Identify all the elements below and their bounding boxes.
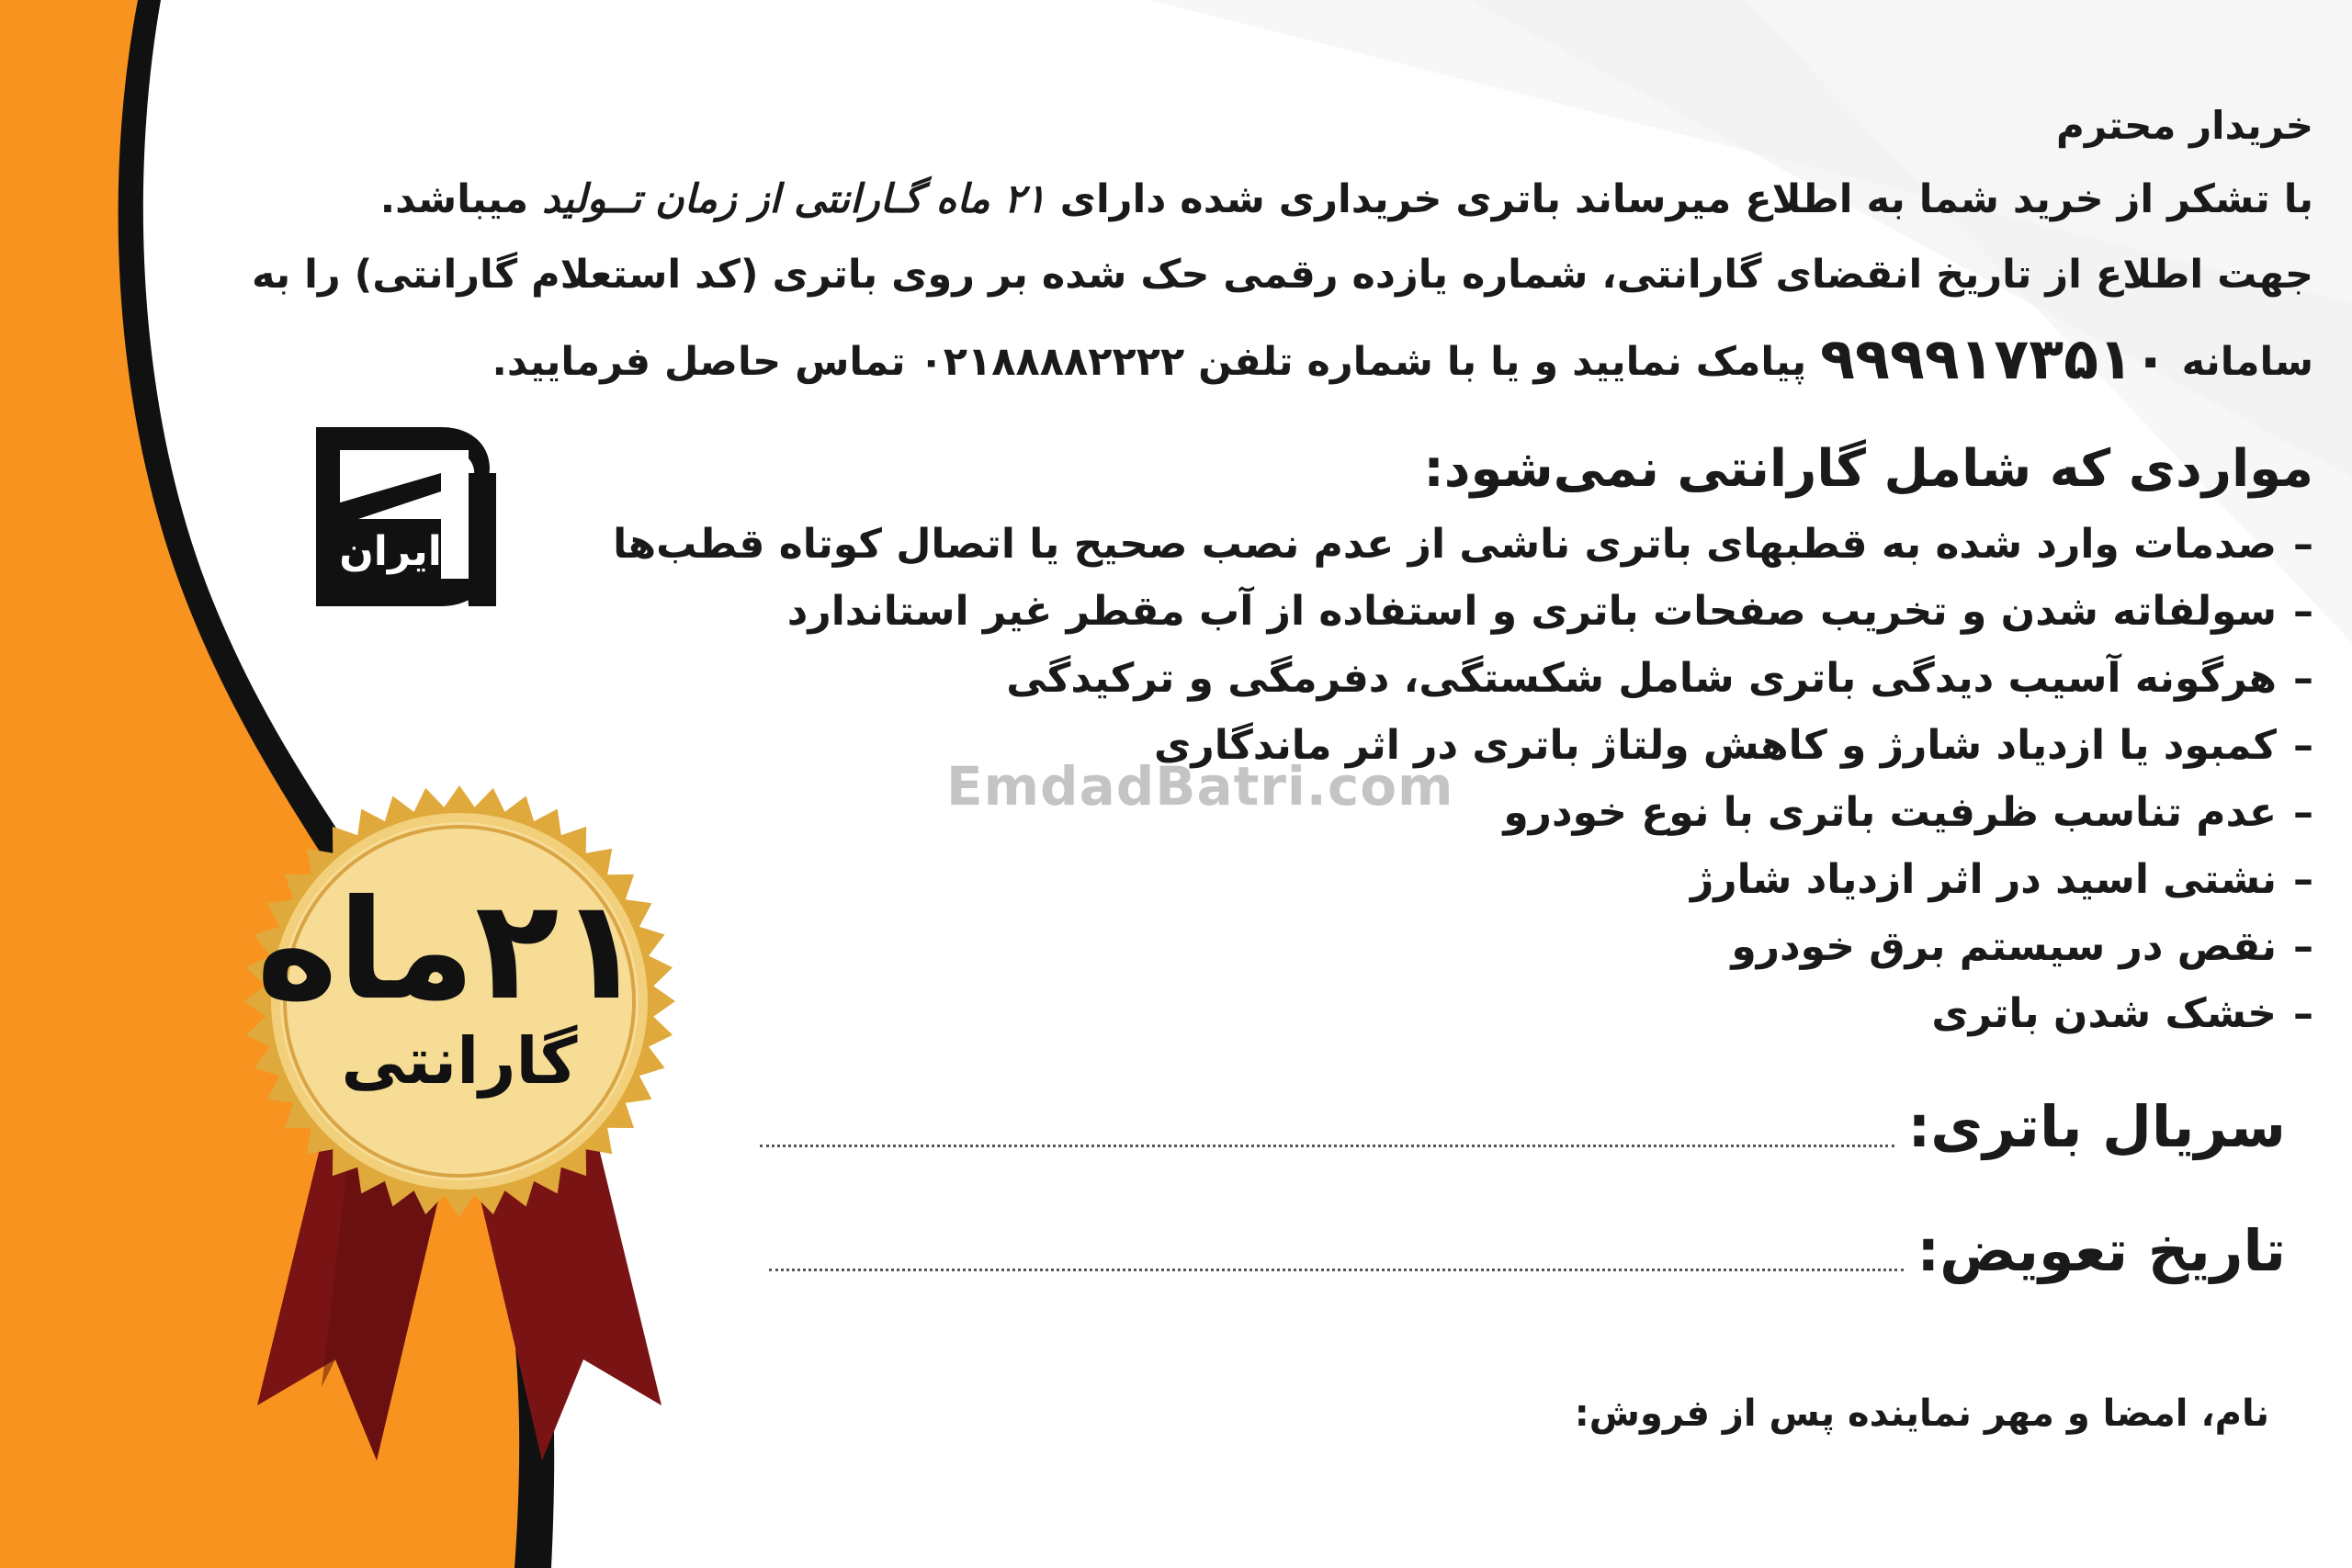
intro-text-end: میباشد. [379, 176, 543, 222]
exclusion-text: سولفاته شدن و تخریب صفحات باتری و استفاده از آب مقطر غیر استاندارد [786, 588, 2277, 635]
intro-text: سامانه [2167, 339, 2313, 385]
intro-line-1 [380, 176, 2313, 222]
intro-line-3 [492, 325, 2313, 392]
exclusion-text: نشتی اسید در اثر ازدیاد شارژ [1690, 856, 2277, 903]
exclusion-item [613, 645, 2313, 712]
watermark: EmdadBatri.com [946, 755, 1454, 818]
exclusion-text: خشک شدن باتری [1931, 990, 2277, 1037]
standard-mark-logo [303, 418, 505, 615]
intro-text-end: تماس حاصل فرمایید. [492, 339, 920, 385]
exclusions-list [613, 511, 2313, 1047]
logo-text: ایران [339, 528, 442, 575]
intro-text: با تشکر از خرید شما به اطلاع میرساند باتری خریداری شده دارای [1046, 176, 2313, 222]
exclusion-text: عدم تناسب ظرفیت باتری با نوع خودرو [1503, 789, 2277, 836]
phone-number: ۰۲۱۸۸۸۸۲۲۲۲ [919, 339, 1185, 385]
exclusion-item [613, 779, 2313, 846]
list-dash: – [2293, 856, 2313, 903]
medal-subtitle: گارانتی [341, 1023, 578, 1099]
serial-label: سریال باتری: [1907, 1093, 2286, 1160]
exclusion-text: صدمات وارد شده به قطبهای باتری ناشی از عدم نصب صحیح یا اتصال کوتاه قطب‌ها [613, 521, 2277, 568]
list-dash: – [2293, 923, 2313, 970]
exclusion-item [613, 846, 2313, 913]
intro-line-2: جهت اطلاع از تاریخ انقضای گارانتی، شماره یازده رقمی حک شده بر روی باتری (کد استعلام گارانتی) را به [251, 252, 2313, 298]
exclusions-title: مواردی که شامل گارانتی نمی‌شود: [1423, 439, 2313, 499]
list-dash: – [2293, 588, 2313, 635]
list-dash: – [2293, 722, 2313, 769]
exclusion-item [613, 511, 2313, 578]
replace-date-label: تاریخ تعویض: [1917, 1217, 2286, 1284]
list-dash: – [2293, 990, 2313, 1037]
list-dash: – [2293, 521, 2313, 568]
exclusion-text: نقص در سیستم برق خودرو [1731, 923, 2277, 970]
replace-date-field [769, 1217, 2286, 1284]
serial-field [760, 1093, 2286, 1160]
exclusion-item [613, 712, 2313, 779]
exclusion-text: کمبود یا ازدیاد شارژ و کاهش ولتاژ باتری در اثر ماندگاری [1154, 722, 2277, 769]
replace-date-dotted-line [769, 1269, 1904, 1271]
serial-dotted-line [760, 1145, 1894, 1147]
signature-label: نام، امضا و مهر نماینده پس از فروش: [1574, 1393, 2269, 1435]
exclusion-item [613, 980, 2313, 1047]
greeting: خریدار محترم [2056, 103, 2313, 148]
intro-text: پیامک نمایید و یا با شماره تلفن [1184, 339, 1821, 385]
warranty-period-emphasis: ۲۱ ماه گـارانتی از زمان تــولید [542, 176, 1046, 222]
medal-months: ۲۱ماه [256, 871, 643, 1031]
sms-number: ۹۹۹۹۱۷۳۵۱۰ [1820, 325, 2168, 392]
exclusion-text: هرگونه آسیب دیدگی باتری شامل شکستگی، دفرمگی و ترکیدگی [1006, 655, 2277, 702]
list-dash: – [2293, 789, 2313, 836]
list-dash: – [2293, 655, 2313, 702]
exclusion-item [613, 578, 2313, 645]
exclusion-item [613, 913, 2313, 980]
